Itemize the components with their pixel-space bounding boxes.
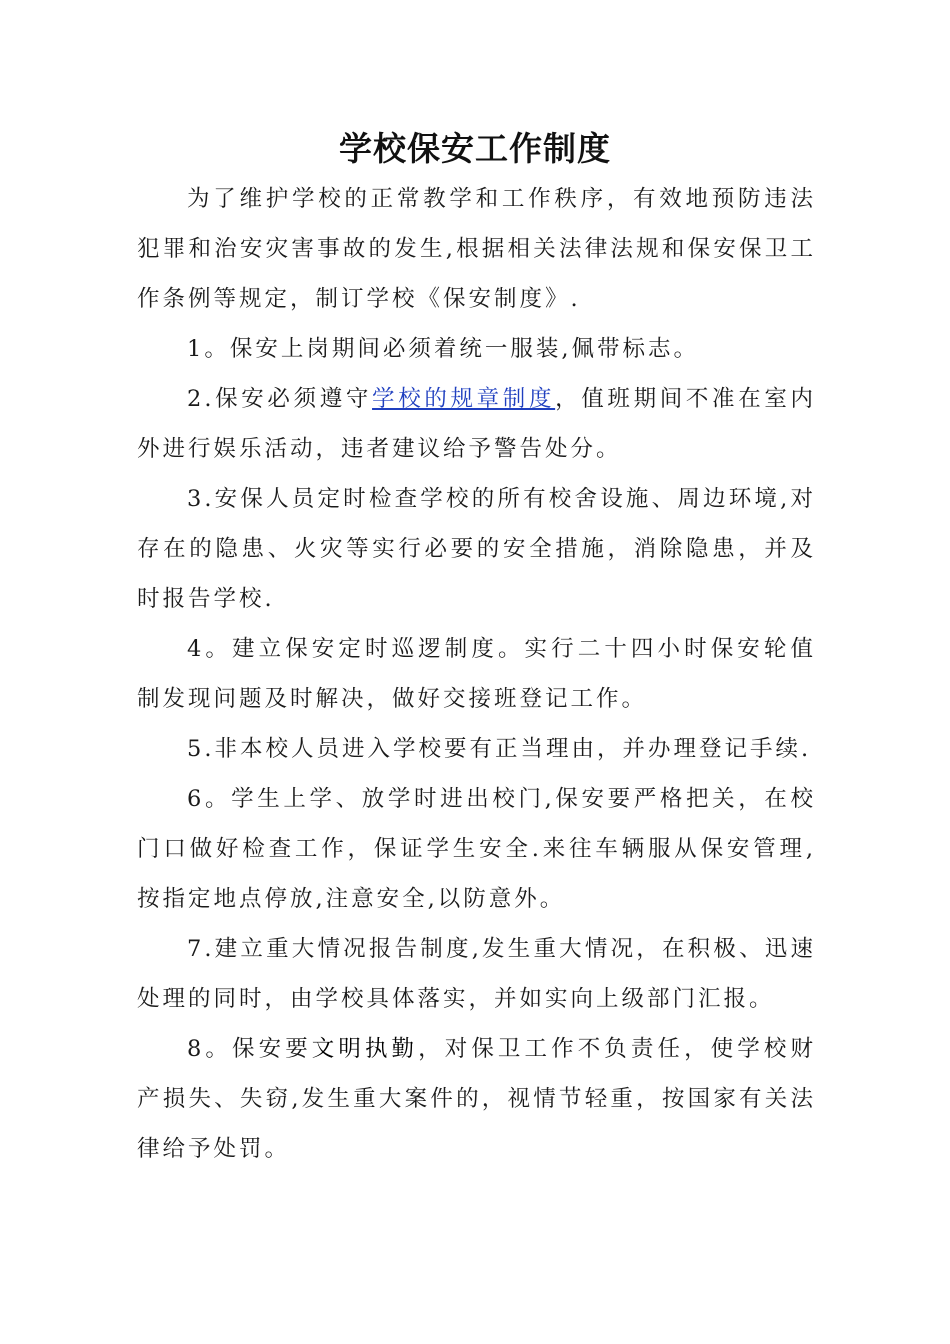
school-rules-link[interactable]: 学校的规章制度 — [372, 386, 556, 412]
civil-duty-phrase: 文明执勤 — [311, 1036, 419, 1062]
rule-item-6: 6。学生上学、放学时进出校门,保安要严格把关，在校门口做好检查工作，保证学生安全.来往车辆服从保安管理,按指定地点停放,注意安全,以防意外。 — [137, 786, 816, 912]
rule-item-2-text-before: 2.保安必须遵守 — [187, 386, 373, 412]
rule-item-1: 1。保安上岗期间必须着统一服装,佩带标志。 — [187, 336, 699, 362]
rule-item-8-text-after: ，对保卫工作不负责任，使学校财产损失、失窃,发生重大案件的，视情节轻重，按国家有关法律给予处罚。 — [137, 1036, 816, 1162]
document-title: 学校保安工作制度 — [339, 129, 611, 168]
rule-item-8-text-before: 8。保安要 — [187, 1036, 312, 1062]
intro-paragraph: 为了维护学校的正常教学和工作秩序，有效地预防违法犯罪和治安灾害事故的发生,根据相关法律法规和保安保卫工作条例等规定，制订学校《保安制度》. — [137, 186, 816, 312]
rule-item-4: 4。建立保安定时巡逻制度。实行二十四小时保安轮值制发现问题及时解决，做好交接班登记工作。 — [137, 636, 816, 712]
rule-item-3: 3.安保人员定时检查学校的所有校舍设施、周边环境,对存在的隐患、火灾等实行必要的安全措施，消除隐患，并及时报告学校. — [137, 486, 816, 612]
rule-item-7: 7.建立重大情况报告制度,发生重大情况，在积极、迅速处理的同时，由学校具体落实，并如实向上级部门汇报。 — [137, 936, 816, 1012]
rule-item-2 — [137, 374, 816, 474]
document-body — [137, 174, 816, 1174]
rule-item-2-text-after: ，值班期间不准在室内外进行娱乐活动，违者建议给予警告处分。 — [137, 386, 816, 462]
rule-item-5: 5.非本校人员进入学校要有正当理由，并办理登记手续. — [187, 736, 812, 762]
rule-item-8 — [137, 1024, 816, 1174]
